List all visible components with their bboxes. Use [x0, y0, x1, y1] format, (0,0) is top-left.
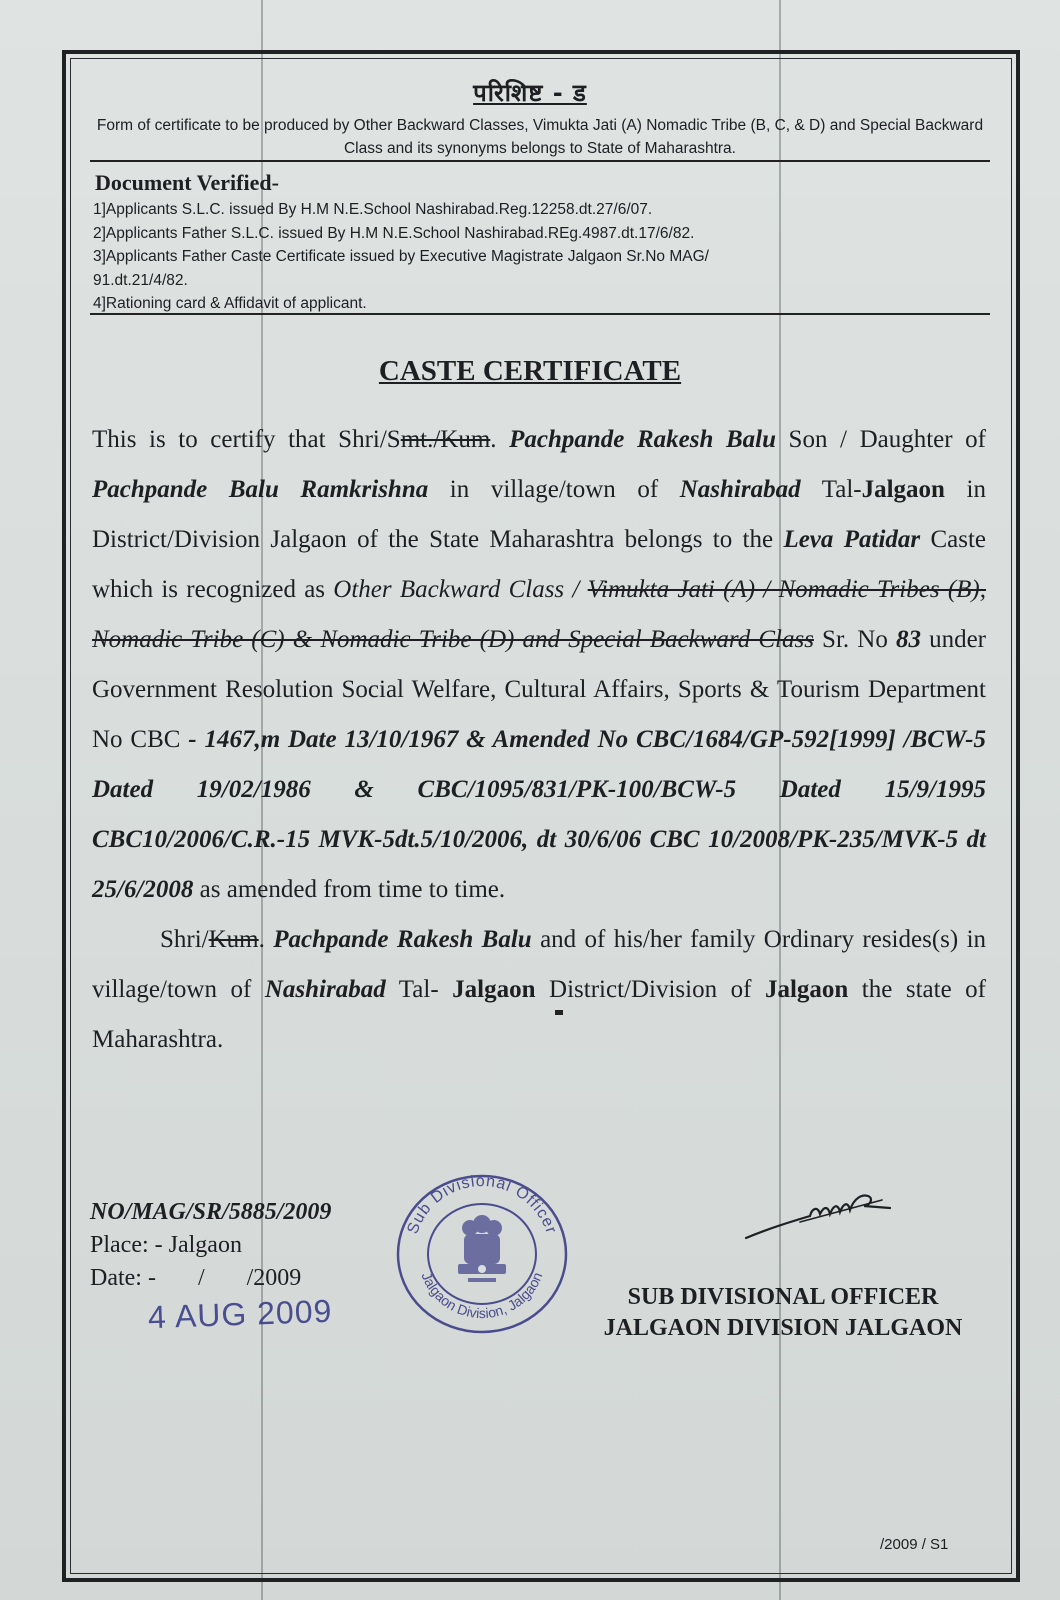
appendix-title: परिशिष्ट - ड [473, 79, 587, 107]
category-name: Other Backward Class / [333, 576, 580, 603]
district-name: Jalgaon [764, 976, 849, 1003]
reference-block [90, 1196, 331, 1295]
documents-title: Document Verified- [95, 170, 279, 195]
text: under Government Resolution Social Welfare, Cultural Affairs, Sports & Tourism Department No CBC [92, 626, 987, 753]
text [579, 576, 587, 603]
officer-division: JALGAON DIVISION JALGAON [603, 1315, 963, 1341]
text: in village/town of [428, 476, 680, 503]
struck-categories: Vimukta Jati (A) / Nomadic Tribes (B), Nomadic Tribe (C) & Nomadic Tribe (D) and Special Backward Class [92, 576, 986, 653]
date-line: Date: - / /2009 [90, 1265, 302, 1291]
document-item: 3]Applicants Father Caste Certificate issued by Executive Magistrate Jalgaon Sr.No MAG/ [93, 248, 709, 265]
document-item: 4]Rationing card & Affidavit of applicant. [93, 295, 367, 312]
resolution-references: - 1467,m Date 13/10/1967 & Amended No CBC/1684/GP-592[1999] /BCW-5 Dated 19/02/1986 & CBC/1095/831/PK-100/BCW-5 Dated 15/9/1995 CBC10/2006/C.R.-15 MVK-5dt.5/10/2006, dt 30/6/06 CBC 10/2008/PK-235/MVK-5 dt 25/6/2008 [92, 726, 986, 903]
struck-title: mt./Kum [400, 426, 491, 453]
residence-paragraph [92, 915, 986, 1065]
text: in District/Division Jalgaon of the State Maharashtra belongs to the [92, 476, 986, 553]
svg-text:Jalgaon Division, Jalgaon [419, 1270, 546, 1321]
documents-list [93, 198, 993, 316]
document-item: 2]Applicants Father S.L.C. issued By H.M N.E.School Nashirabad.REg.4987.dt.17/6/82. [93, 224, 695, 242]
serial-number: 83 [895, 626, 921, 653]
text: Son / Daughter of [775, 426, 986, 453]
text: Shri/ [160, 926, 209, 953]
caste-name: Leva Patidar [783, 526, 921, 553]
seal-top-text: Sub Divisional Officer [404, 1172, 560, 1237]
applicant-name: Pachpande Rakesh Balu [509, 426, 776, 453]
document-item: 91.dt.21/4/82. [93, 271, 188, 289]
divider [90, 313, 990, 315]
text: the state of Maharashtra. [92, 976, 986, 1053]
place-line: Place: - Jalgaon [90, 1232, 242, 1258]
village-name: Nashirabad [264, 976, 386, 1003]
form-note: Form of certificate to be produced by Other Backward Classes, Vimukta Jati (A) Nomadic Tribe (B, C, & D) and Special Backward Class and its synonyms belongs to State of Maharashtra. [96, 117, 984, 157]
text: Tal- [385, 976, 453, 1003]
officer-title: SUB DIVISIONAL OFFICER [627, 1284, 939, 1310]
text: Tal- [800, 476, 862, 503]
text: as amended from time to time. [193, 876, 506, 903]
text: This is to certify that Shri/S [92, 426, 401, 453]
seal-bottom-text: Jalgaon Division, Jalgaon [418, 1269, 546, 1322]
applicant-name: Pachpande Rakesh Balu [273, 926, 532, 953]
date-stamp: 4 AUG 2009 [147, 1292, 333, 1336]
divider [90, 160, 990, 162]
text: Sr. No [813, 626, 896, 653]
text: District/Division of [535, 976, 765, 1003]
taluka-name: Jalgaon [861, 476, 945, 503]
text: Caste which is recognized as [92, 526, 986, 603]
text: and of his/her family Ordinary resides(s) in village/town of [92, 926, 987, 1003]
text: . [258, 926, 274, 953]
signature-icon [740, 1186, 900, 1256]
officer-designation [560, 1282, 1006, 1344]
village-name: Nashirabad [679, 476, 801, 503]
emblem-icon [458, 1215, 506, 1282]
reference-number: NO/MAG/SR/5885/2009 [90, 1199, 332, 1225]
document-item: 1]Applicants S.L.C. issued By H.M N.E.School Nashirabad.Reg.12258.dt.27/6/07. [93, 201, 653, 218]
text: . [490, 426, 510, 453]
ink-mark [555, 1010, 563, 1015]
taluka-name: Jalgaon [452, 976, 536, 1003]
certification-paragraph [92, 415, 986, 915]
certificate-body [92, 415, 986, 1065]
footer-code: /2009 / S1 [880, 1536, 949, 1553]
official-seal-icon [392, 1166, 572, 1336]
certificate-title: CASTE CERTIFICATE [378, 355, 682, 387]
struck-title: Kum [208, 926, 259, 953]
father-name: Pachpande Balu Ramkrishna [92, 476, 429, 503]
